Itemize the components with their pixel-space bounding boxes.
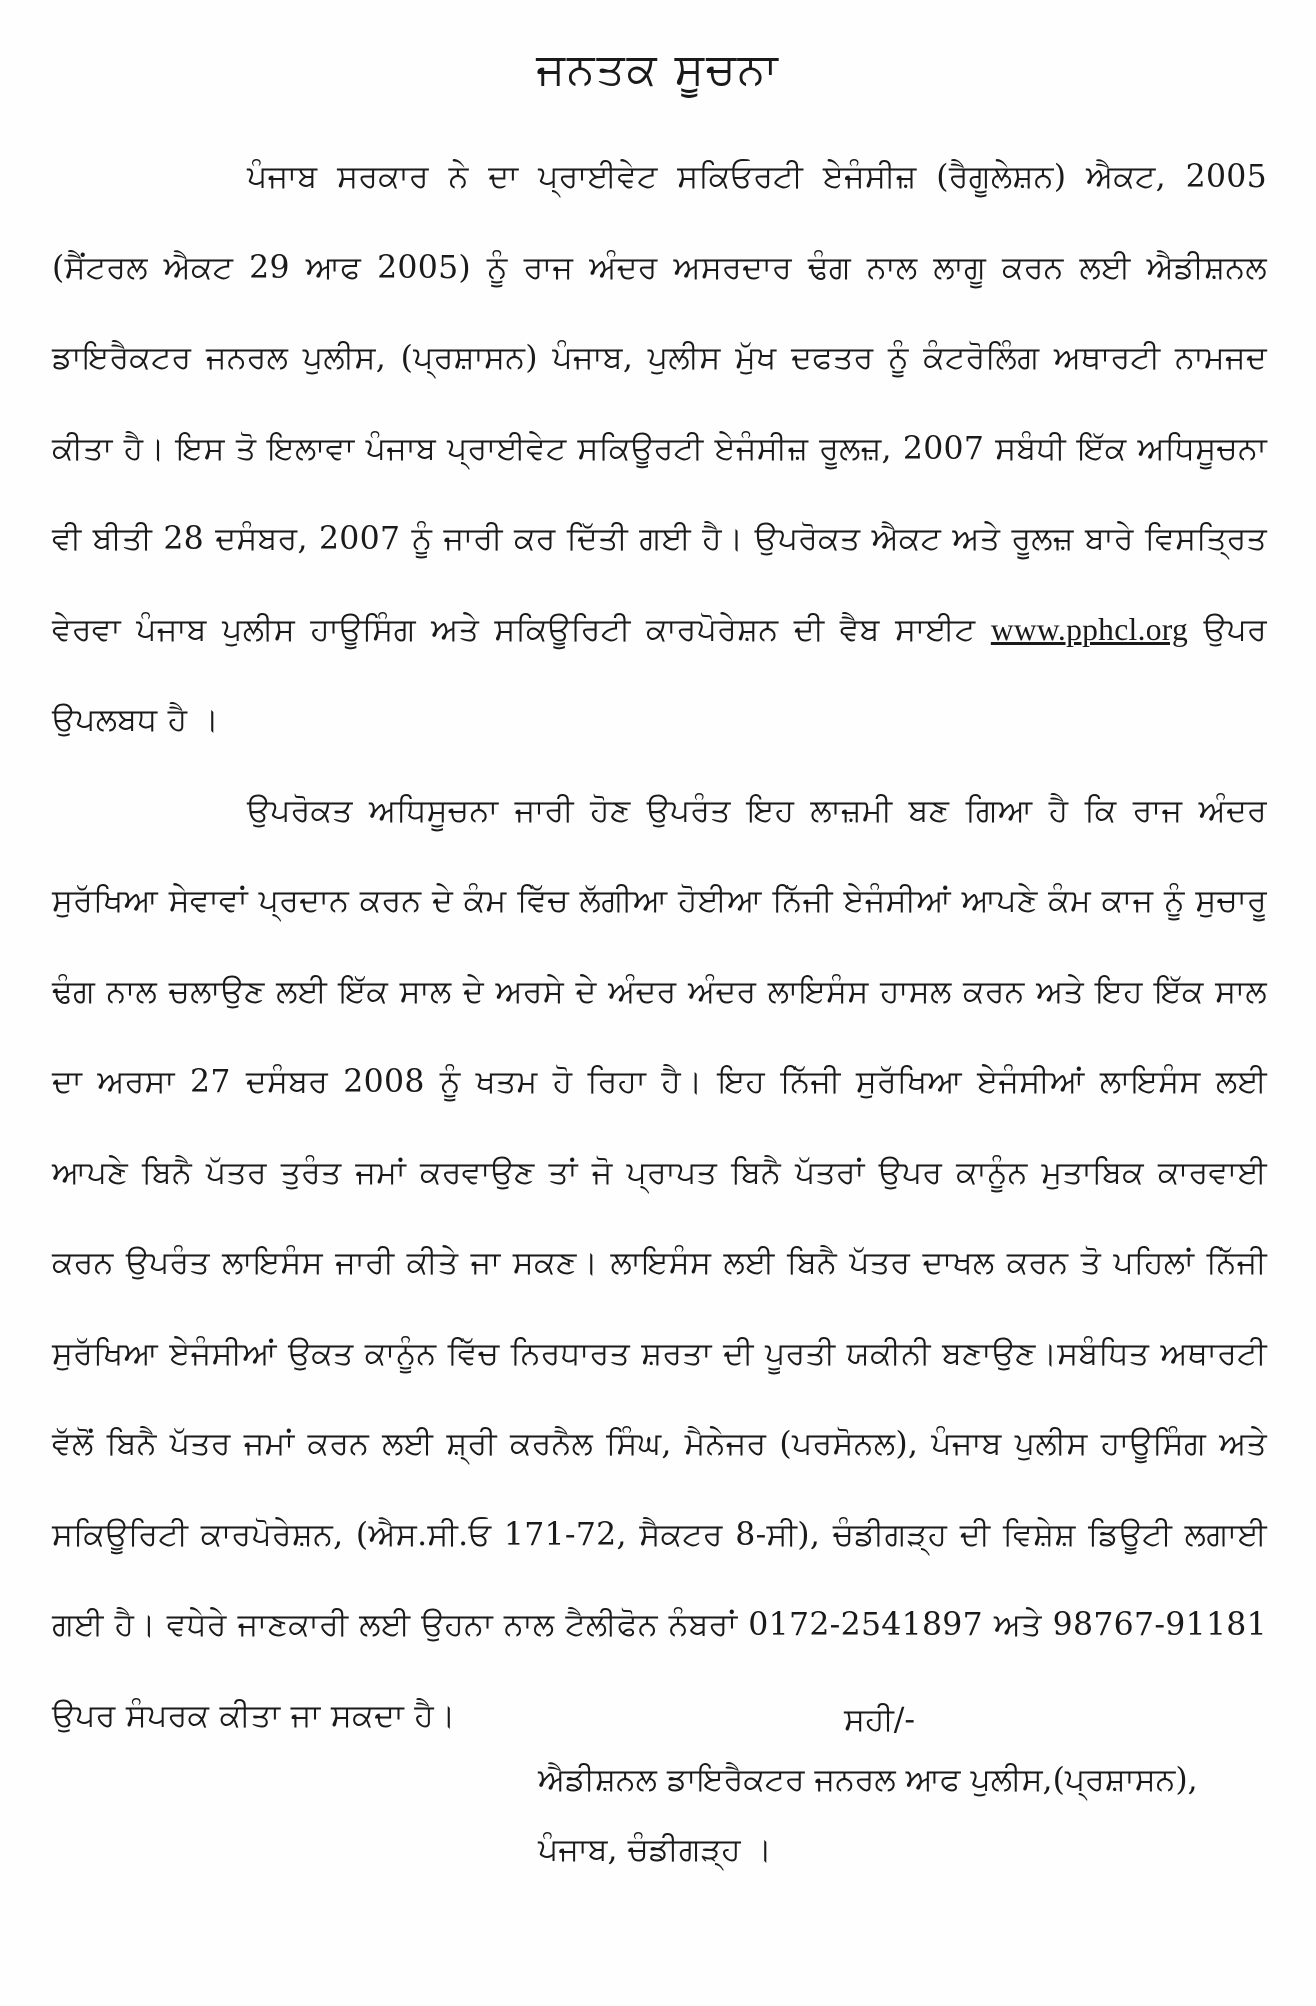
signature-designation: ਐਡੀਸ਼ਨਲ ਡਾਇਰੈਕਟਰ ਜਨਰਲ ਆਫ ਪੁਲੀਸ,(ਪ੍ਰਸ਼ਾਸਨ),: [538, 1762, 1198, 1798]
paragraph-1-text: ਪੰਜਾਬ ਸਰਕਾਰ ਨੇ ਦਾ ਪ੍ਰਾਈਵੇਟ ਸਕਿਓਰਟੀ ਏਜੰਸੀਜ਼ (ਰੈਗੂਲੇਸ਼ਨ) ਐਕਟ, 2005 (ਸੈਂਟਰਲ ਐਕਟ 29 ਆਫ 2005) ਨੂੰ ਰਾਜ ਅੰਦਰ ਅਸਰਦਾਰ ਢੰਗ ਨਾਲ ਲਾਗੂ ਕਰਨ ਲਈ ਐਡੀਸ਼ਨਲ ਡਾਇਰੈਕਟਰ ਜਨਰਲ ਪੁਲੀਸ, (ਪ੍ਰਸ਼ਾਸਨ) ਪੰਜਾਬ, ਪੁਲੀਸ ਮੁੱਖ ਦਫਤਰ ਨੂੰ ਕੰਟਰੋਲਿੰਗ ਅਥਾਰਟੀ ਨਾਮਜਦ ਕੀਤਾ ਹੈ। ਇਸ ਤੋ ਇਲਾਵਾ ਪੰਜਾਬ ਪ੍ਰਾਈਵੇਟ ਸਕਿਊਰਟੀ ਏਜੰਸੀਜ਼ ਰੂਲਜ਼, 2007 ਸਬੰਧੀ ਇੱਕ ਅਧਿਸੂਚਨਾ ਵੀ ਬੀਤੀ 28 ਦਸੰਬਰ, 2007 ਨੂੰ ਜਾਰੀ ਕਰ ਦਿੱਤੀ ਗਈ ਹੈ। ਉਪਰੋਕਤ ਐਕਟ ਅਤੇ ਰੂਲਜ਼ ਬਾਰੇ ਵਿਸਤ੍ਰਿਤ ਵੇਰਵਾ ਪੰਜਾਬ ਪੁਲੀਸ ਹਾਊਸਿੰਗ ਅਤੇ ਸਕਿਊਰਿਟੀ ਕਾਰਪੋਰੇਸ਼ਨ ਦੀ ਵੈਬ ਸਾਈਟ: [52, 159, 1267, 648]
paragraph-2: ਉਪਰੋਕਤ ਅਧਿਸੂਚਨਾ ਜਾਰੀ ਹੋਣ ਉਪਰੰਤ ਇਹ ਲਾਜ਼ਮੀ ਬਣ ਗਿਆ ਹੈ ਕਿ ਰਾਜ ਅੰਦਰ ਸੁਰੱਖਿਆ ਸੇਵਾਵਾਂ ਪ੍ਰਦਾਨ ਕਰਨ ਦੇ ਕੰਮ ਵਿੱਚ ਲੱਗੀਆ ਹੋਈਆ ਨਿੱਜੀ ਏਜੰਸੀਆਂ ਆਪਣੇ ਕੰਮ ਕਾਜ ਨੂੰ ਸੁਚਾਰੂ ਢੰਗ ਨਾਲ ਚਲਾਉਣ ਲਈ ਇੱਕ ਸਾਲ ਦੇ ਅਰਸੇ ਦੇ ਅੰਦਰ ਅੰਦਰ ਲਾਇਸੰਸ ਹਾਸਲ ਕਰਨ ਅਤੇ ਇਹ ਇੱਕ ਸਾਲ ਦਾ ਅਰਸਾ 27 ਦਸੰਬਰ 2008 ਨੂੰ ਖਤਮ ਹੋ ਰਿਹਾ ਹੈ। ਇਹ ਨਿੱਜੀ ਸੁਰੱਖਿਆ ਏਜੰਸੀਆਂ ਲਾਇਸੰਸ ਲਈ ਆਪਣੇ ਬਿਨੈ ਪੱਤਰ ਤੁਰੰਤ ਜਮਾਂ ਕਰਵਾਉਣ ਤਾਂ ਜੋ ਪ੍ਰਾਪਤ ਬਿਨੈ ਪੱਤਰਾਂ ਉਪਰ ਕਾਨੂੰਨ ਮੁਤਾਬਿਕ ਕਾਰਵਾਈ ਕਰਨ ਉਪਰੰਤ ਲਾਇਸੰਸ ਜਾਰੀ ਕੀਤੇ ਜਾ ਸਕਣ। ਲਾਇਸੰਸ ਲਈ ਬਿਨੈ ਪੱਤਰ ਦਾਖਲ ਕਰਨ ਤੋ ਪਹਿਲਾਂ ਨਿੱਜੀ ਸੁਰੱਖਿਆ ਏਜੰਸੀਆਂ ਉਕਤ ਕਾਨੂੰਨ ਵਿੱਚ ਨਿਰਧਾਰਤ ਸ਼ਰਤਾ ਦੀ ਪੂਰਤੀ ਯਕੀਨੀ ਬਣਾਉਣ।ਸਬੰਧਿਤ ਅਥਾਰਟੀ ਵੱਲੋਂ ਬਿਨੈ ਪੱਤਰ ਜਮਾਂ ਕਰਨ ਲਈ ਸ਼੍ਰੀ ਕਰਨੈਲ ਸਿੰਘ, ਮੈਨੇਜਰ (ਪਰਸੋਨਲ), ਪੰਜਾਬ ਪੁਲੀਸ ਹਾਊਸਿੰਗ ਅਤੇ ਸਕਿਊਰਿਟੀ ਕਾਰਪੋਰੇਸ਼ਨ, (ਐਸ.ਸੀ.ਓ 171-72, ਸੈਕਟਰ 8-ਸੀ), ਚੰਡੀਗੜ੍ਹ ਦੀ ਵਿਸ਼ੇਸ਼ ਡਿਊਟੀ ਲਗਾਈ ਗਈ ਹੈ। ਵਧੇਰੇ ਜਾਣਕਾਰੀ ਲਈ ਉਹਨਾ ਨਾਲ ਟੈਲੀਫੋਨ ਨੰਬਰਾਂ 0172-2541897 ਅਤੇ 98767-91181 ਉਪਰ ਸੰਪਰਕ ਕੀਤਾ ਜਾ ਸਕਦਾ ਹੈ।: [52, 792, 1267, 1734]
notice-title: ਜਨਤਕ ਸੂਚਨਾ: [536, 44, 780, 95]
notice-body: [52, 132, 1267, 1761]
paragraph-1: [52, 132, 1267, 766]
signature-mark: ਸਹੀ/-: [844, 1702, 916, 1738]
website-link[interactable]: www.pphcl.org: [990, 611, 1189, 647]
signature-block: [538, 1690, 1278, 1880]
signature-location: ਪੰਜਾਬ, ਚੰਡੀਗੜ੍ਹ ।: [538, 1832, 772, 1868]
paragraph-1-tail: ਉਪਰ ਉਪਲਬਧ ਹੈ ।: [52, 611, 1267, 738]
